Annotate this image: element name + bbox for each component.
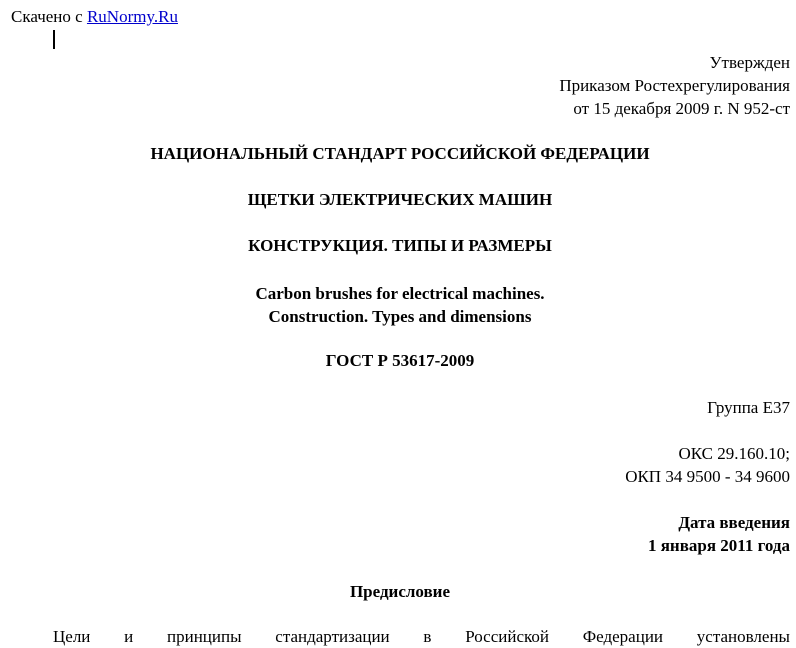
oks-code: ОКС 29.160.10; [678, 444, 790, 463]
approval-block [559, 51, 790, 120]
paragraph-word: принципы [167, 627, 242, 646]
paragraph-word: установлены [696, 627, 790, 646]
introduction-date-value: 1 января 2011 года [647, 536, 790, 555]
title-ru-line1: ЩЕТКИ ЭЛЕКТРИЧЕСКИХ МАШИН [247, 190, 553, 209]
paragraph-word: Федерации [582, 627, 664, 646]
paragraph-word: в [423, 627, 432, 646]
paragraph-word: стандартизации [275, 627, 390, 646]
standard-type-heading: НАЦИОНАЛЬНЫЙ СТАНДАРТ РОССИЙСКОЙ ФЕДЕРАЦИИ [150, 144, 650, 163]
text-cursor [53, 30, 55, 49]
title-ru-line2: КОНСТРУКЦИЯ. ТИПЫ И РАЗМЕРЫ [248, 236, 552, 255]
paragraph-word: и [124, 627, 134, 646]
source-line [11, 6, 178, 28]
classification-codes [625, 442, 790, 488]
title-en [0, 282, 796, 328]
okp-code: ОКП 34 9500 - 34 9600 [625, 467, 790, 486]
title-en-line1: Carbon brushes for electrical machines. [255, 284, 545, 303]
foreword-paragraph [53, 626, 790, 648]
approval-date: от 15 декабря 2009 г. N 952-ст [573, 99, 790, 118]
standard-designation: ГОСТ Р 53617-2009 [325, 351, 475, 370]
approval-label: Утвержден [709, 53, 790, 72]
paragraph-word: Цели [53, 627, 91, 646]
foreword-heading: Предисловие [349, 582, 451, 601]
group-code: Группа Е37 [707, 398, 790, 417]
introduction-date-label: Дата введения [678, 513, 790, 532]
source-prefix: Скачено с [11, 7, 87, 26]
source-link[interactable]: RuNormy.Ru [86, 7, 178, 26]
approval-order: Приказом Ростехрегулирования [559, 76, 790, 95]
paragraph-word: Российской [465, 627, 549, 646]
title-en-line2: Construction. Types and dimensions [268, 307, 532, 326]
introduction-date-block [648, 511, 790, 557]
